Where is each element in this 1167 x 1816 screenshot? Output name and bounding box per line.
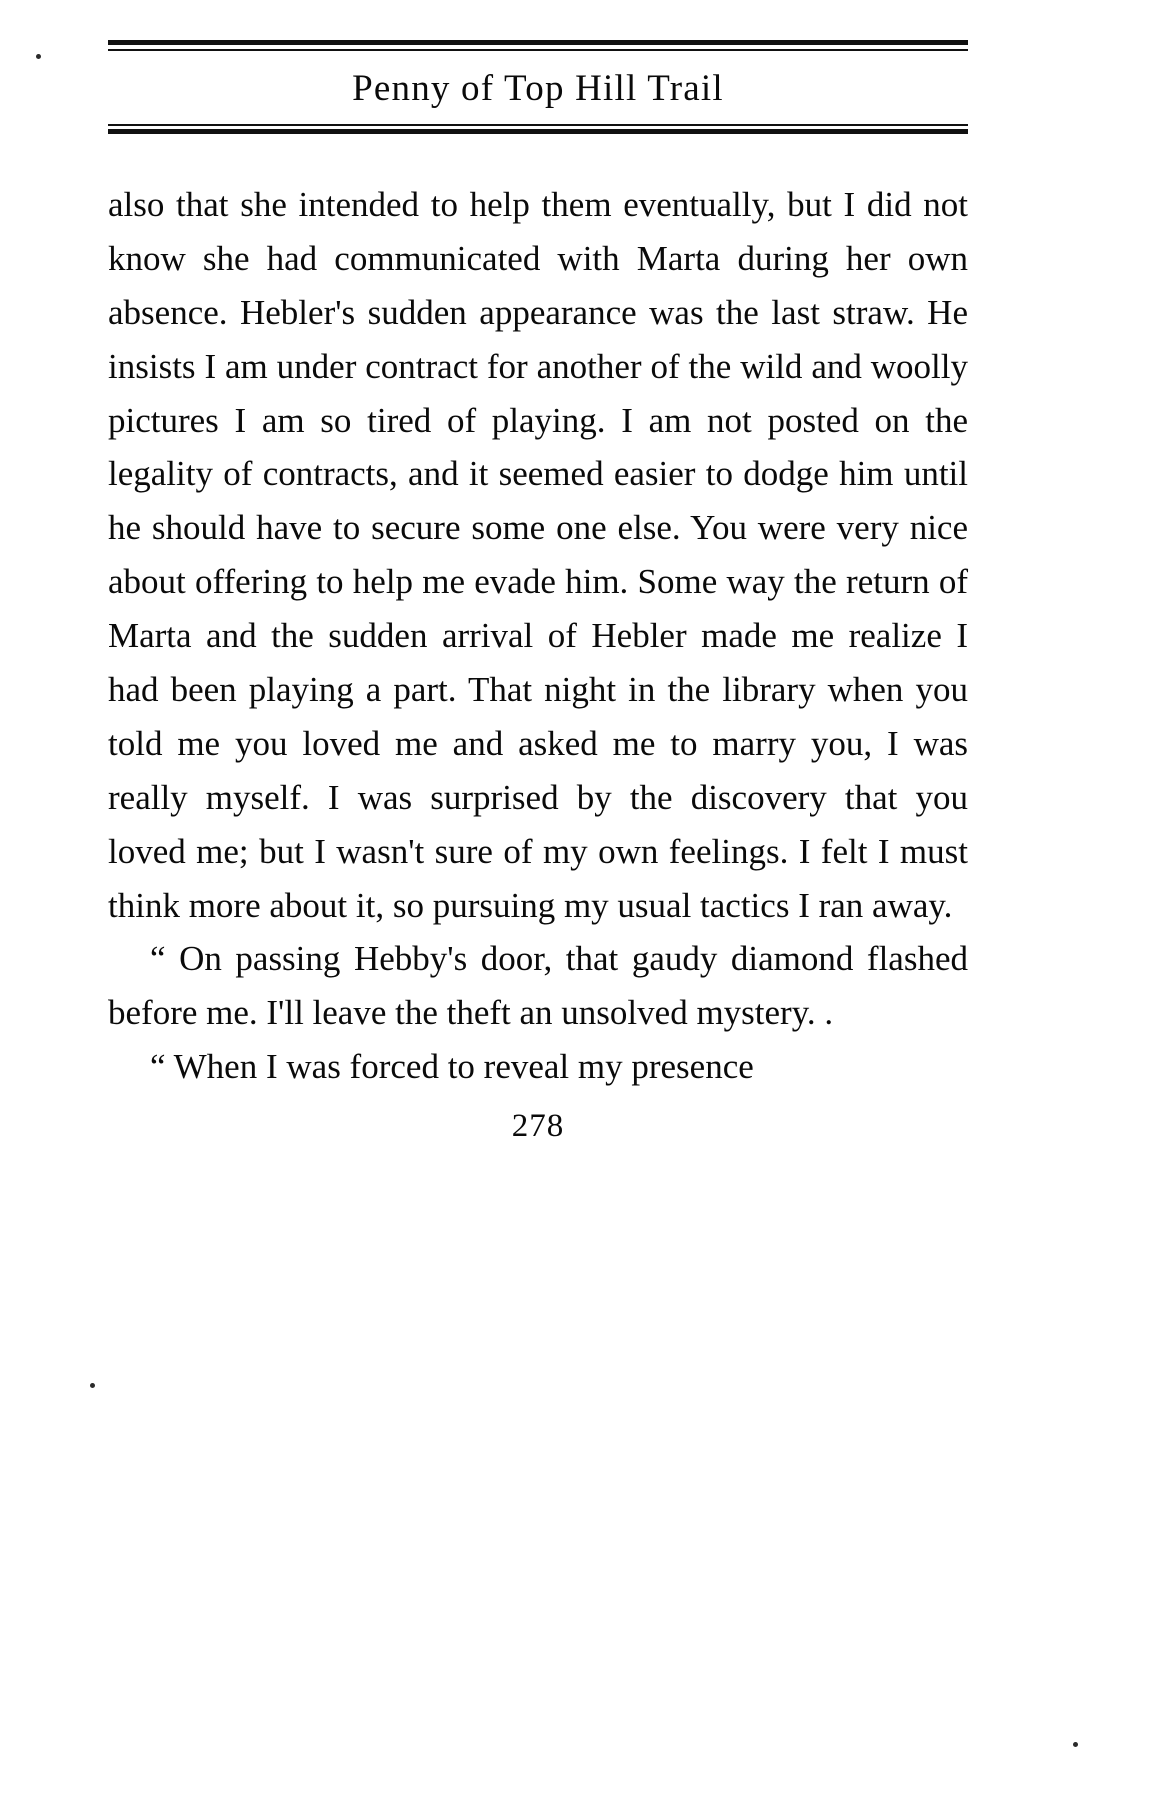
header-rule-thick-bottom [108, 129, 968, 134]
running-head: Penny of Top Hill Trail [352, 68, 724, 109]
paragraph: also that she intended to help them eventually, but I did not know she had communicated with Marta during her own absence. Hebler's sudden appearance was the last straw. He insists I am under contract for another of the wild and woolly pictures I am so tired of playing. I am not posted on the legality of contracts, and it seemed easier to dodge him until he should have to secure some one else. You were very nice about offering to help me evade him. Some way the return of Marta and the sudden arrival of Hebler made me realize I had been playing a part. That night in the library when you told me you loved me and asked me to marry you, I was really myself. I was surprised by the discovery that you loved me; but I wasn't sure of my own feelings. I felt I must think more about it, so pursuing my usual tactics I ran away. [108, 185, 968, 925]
paragraph: “ On passing Hebby's door, that gaudy diamond flashed before me. I'll leave the theft an unsolved mystery. . [108, 939, 968, 1033]
header-bottom-rules [108, 124, 968, 134]
page-content [108, 40, 968, 1145]
header-top-rules [108, 40, 968, 51]
page-number: 278 [511, 1108, 565, 1145]
scan-speck [1073, 1742, 1078, 1747]
body-text [108, 178, 968, 1094]
scan-speck [36, 54, 41, 59]
scan-speck [90, 1383, 95, 1388]
paragraph: “ When I was forced to reveal my presence [150, 1047, 754, 1087]
